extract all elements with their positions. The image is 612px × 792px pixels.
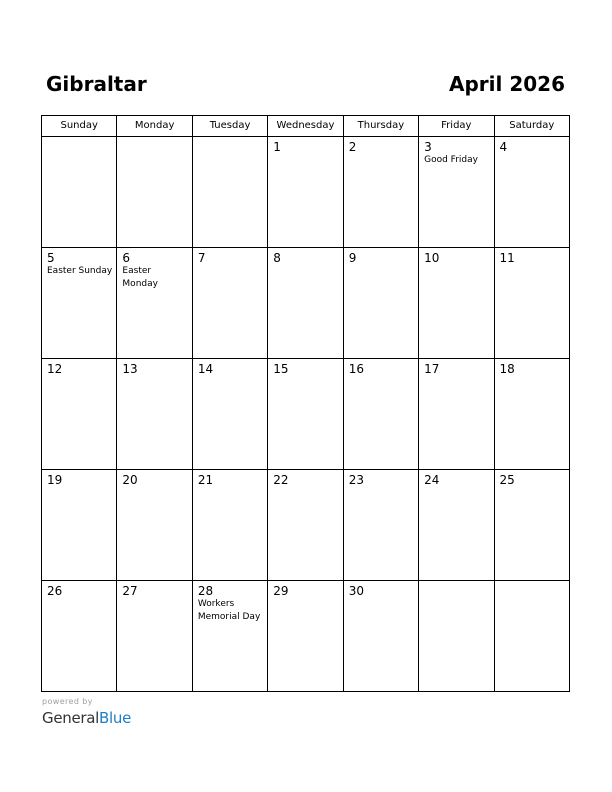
weekday-header: Thursday (343, 116, 418, 137)
day-cell (42, 359, 117, 470)
day-cell (494, 470, 569, 581)
day-number: 29 (273, 584, 289, 598)
day-cell (343, 581, 418, 692)
week-row (42, 581, 570, 692)
country-title: Gibraltar (46, 72, 147, 96)
day-number: 7 (197, 251, 206, 265)
day-cell (117, 359, 192, 470)
weekday-header: Saturday (494, 116, 569, 137)
day-number: 26 (47, 584, 63, 598)
weekday-header: Monday (117, 116, 192, 137)
day-cell (343, 137, 418, 248)
day-number: 9 (348, 251, 357, 265)
empty-day-cell (117, 137, 192, 248)
day-cell (42, 470, 117, 581)
day-number: 30 (348, 584, 364, 598)
weekday-header: Tuesday (192, 116, 267, 137)
day-cell (419, 248, 494, 359)
day-cell (192, 581, 267, 692)
day-cell (494, 137, 569, 248)
day-number: 5 (47, 251, 55, 265)
day-cell (117, 581, 192, 692)
day-number: 4 (499, 140, 508, 154)
generalblue-logo[interactable] (42, 708, 131, 728)
day-cell (268, 137, 343, 248)
holiday-label: Easter Monday (122, 266, 158, 289)
logo-blue-text: Blue (99, 709, 132, 727)
day-cell (268, 359, 343, 470)
day-number: 2 (348, 140, 357, 154)
day-number: 23 (348, 473, 364, 487)
day-number: 24 (424, 473, 440, 487)
week-row (42, 248, 570, 359)
weekday-header: Friday (419, 116, 494, 137)
logo-general-text: General (42, 709, 100, 727)
holiday-label: Workers Memorial Day (197, 599, 261, 622)
day-number: 17 (424, 362, 440, 376)
day-cell (117, 470, 192, 581)
week-row (42, 137, 570, 248)
empty-day-cell (419, 581, 494, 692)
day-number: 11 (499, 251, 515, 265)
day-cell (268, 470, 343, 581)
day-number: 3 (424, 140, 432, 154)
day-number: 25 (499, 473, 515, 487)
empty-day-cell (192, 137, 267, 248)
day-cell (419, 359, 494, 470)
day-cell (42, 248, 117, 359)
weekday-header: Sunday (42, 116, 117, 137)
month-title: April 2026 (449, 72, 565, 96)
powered-by-label: powered by (42, 697, 93, 706)
empty-day-cell (494, 581, 569, 692)
day-cell (192, 359, 267, 470)
day-cell (419, 470, 494, 581)
day-cell (494, 359, 569, 470)
day-number: 15 (273, 362, 289, 376)
day-number: 20 (122, 473, 138, 487)
weekday-header: Wednesday (268, 116, 343, 137)
day-number: 13 (122, 362, 138, 376)
day-cell (268, 581, 343, 692)
day-cell (343, 359, 418, 470)
day-number: 21 (197, 473, 214, 487)
day-number: 10 (424, 251, 440, 265)
day-cell (343, 248, 418, 359)
empty-day-cell (42, 137, 117, 248)
holiday-label: Good Friday (424, 155, 478, 165)
week-row (42, 359, 570, 470)
day-number: 16 (348, 362, 364, 376)
day-number: 22 (273, 473, 289, 487)
day-number: 18 (499, 362, 515, 376)
day-cell (192, 470, 267, 581)
calendar-grid (41, 115, 570, 692)
day-cell (268, 248, 343, 359)
day-number: 27 (122, 584, 138, 598)
week-row (42, 470, 570, 581)
day-cell (419, 137, 494, 248)
day-cell (494, 248, 569, 359)
holiday-label: Easter Sunday (47, 266, 113, 276)
day-number: 12 (47, 362, 63, 376)
day-cell (192, 248, 267, 359)
weekday-header-row (42, 116, 570, 137)
day-cell (117, 248, 192, 359)
day-cell (343, 470, 418, 581)
footer (42, 697, 131, 728)
day-number: 28 (197, 584, 214, 598)
day-number: 6 (122, 251, 131, 265)
day-cell (42, 581, 117, 692)
day-number: 8 (273, 251, 281, 265)
day-number: 1 (273, 140, 281, 154)
day-number: 14 (197, 362, 214, 376)
day-number: 19 (47, 473, 63, 487)
